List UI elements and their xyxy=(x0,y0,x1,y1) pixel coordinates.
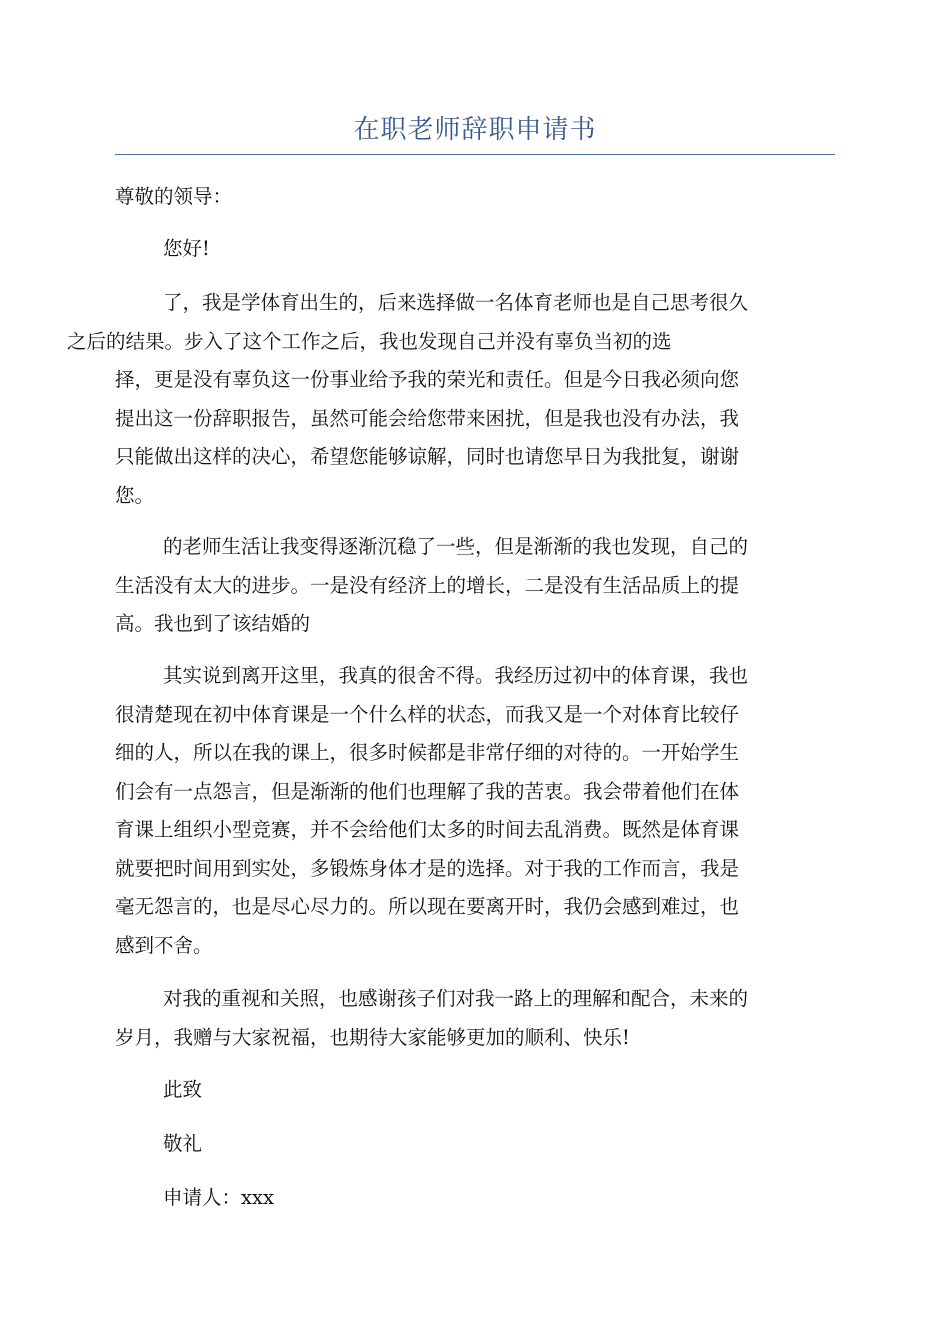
greeting: 您好! xyxy=(163,237,210,260)
paragraph-line: 育课上组织小型竞赛，并不会给他们太多的时间去乱消费。既然是体育课 xyxy=(115,818,740,841)
paragraph-1 xyxy=(67,284,835,515)
paragraph-line: 高。我也到了该结婚的 xyxy=(115,612,311,635)
paragraph-line: 毫无怨言的，也是尽心尽力的。所以现在要离开时，我仍会感到难过，也 xyxy=(115,895,740,918)
salutation: 尊敬的领导： xyxy=(115,185,233,208)
paragraph-line: 对我的重视和关照，也感谢孩子们对我一路上的理解和配合，未来的 xyxy=(163,987,749,1010)
paragraph-line: 之后的结果。步入了这个工作之后，我也发现自己并没有辜负当初的选 xyxy=(67,329,672,353)
paragraph-line: 的老师生活让我变得逐渐沉稳了一些，但是渐渐的我也发现，自己的 xyxy=(163,535,749,558)
paragraph-line: 感到不舍。 xyxy=(115,933,213,957)
paragraph-line: 生活没有太大的进步。一是没有经济上的增长，二是没有生活品质上的提 xyxy=(115,573,740,597)
closing-line-2: 敬礼 xyxy=(163,1132,203,1155)
signature: 申请人：xxx xyxy=(163,1186,274,1209)
paragraph-line: 岁月，我赠与大家祝福，也期待大家能够更加的顺利、快乐! xyxy=(115,1025,630,1049)
paragraph-line: 了，我是学体育出生的，后来选择做一名体育老师也是自己思考很久 xyxy=(163,291,749,314)
paragraph-line: 其实说到离开这里，我真的很舍不得。我经历过初中的体育课，我也 xyxy=(163,664,749,687)
paragraph-line: 很清楚现在初中体育课是一个什么样的状态，而我又是一个对体育比较仔 xyxy=(115,702,740,726)
closing-line-1: 此致 xyxy=(163,1078,203,1101)
paragraph-line: 就要把时间用到实处，多锻炼身体才是的选择。对于我的工作而言，我是 xyxy=(115,856,740,880)
paragraph-4 xyxy=(115,980,835,1057)
paragraph-line: 择，更是没有辜负这一份事业给予我的荣光和责任。但是今日我必须向您 xyxy=(115,368,740,391)
paragraph-line: 们会有一点怨言，但是渐渐的他们也理解了我的苦衷。我会带着他们在体 xyxy=(115,779,740,803)
paragraph-line: 您。 xyxy=(115,483,155,507)
paragraph-3 xyxy=(115,657,835,965)
paragraph-line: 只能做出这样的决心，希望您能够谅解，同时也请您早日为我批复，谢谢 xyxy=(115,445,740,468)
paragraph-line: 细的人，所以在我的课上，很多时候都是非常仔细的对待的。一开始学生 xyxy=(115,741,740,764)
paragraph-line: 提出这一份辞职报告，虽然可能会给您带来困扰，但是我也没有办法，我 xyxy=(115,406,740,430)
paragraph-2 xyxy=(115,528,835,644)
title-underline xyxy=(115,154,835,155)
document-title: 在职老师辞职申请书 xyxy=(353,115,597,145)
